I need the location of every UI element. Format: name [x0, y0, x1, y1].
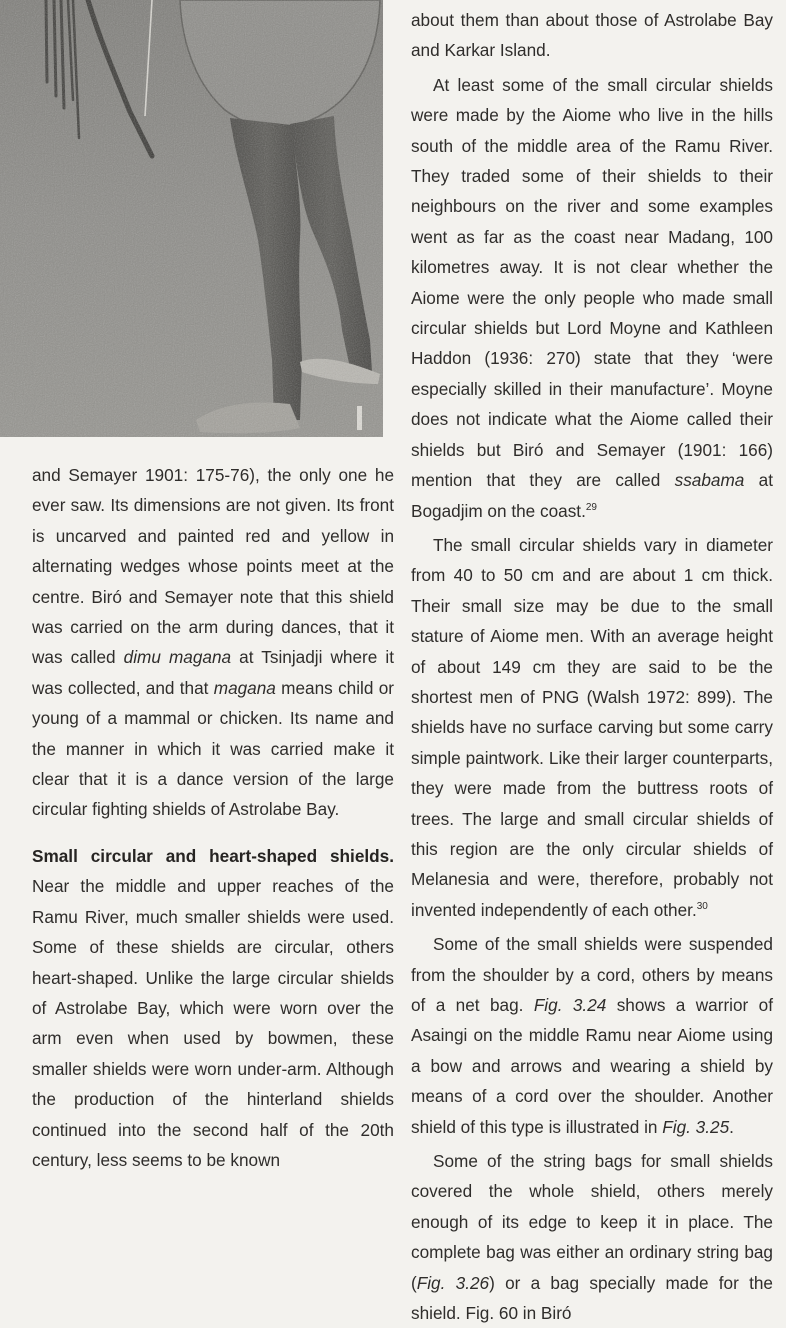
left-column: [32, 460, 394, 1175]
term-dimu-magana: dimu magana: [123, 647, 232, 668]
section-heading: Small circular and heart-shaped shields.: [32, 845, 394, 866]
paragraph: Some of the string bags for small shields covered the whole shield, others merely enough of its edge to keep it in place. The complete bag was either an ordinary string bag (Fig. 3.26) or a bag specially made for the shield. Fig. 60 in Biró: [411, 1151, 773, 1324]
paragraph: At least some of the small circular shields were made by the Aiome who live in the hills south of the middle area of the Ramu River. They traded some of their shields to their neighbours on the river and some examples went as far as the coast near Madang, 100 kilometres away. It is not clear whether the Aiome were the only people who made small circular shields but Lord Moyne and Kathleen Haddon (1936: 270) state that they ‘were especially skilled in their manufacture’. Moyne does not indicate what the Aiome called their shields but Biró and Semayer (1901: 166) mention that they are called ssabama at Bogadjim on the coast.$^{29}$: [411, 74, 774, 521]
paragraph: Some of the small shields were suspended from the shoulder by a cord, others by means of a net bag. Fig. 3.24 shows a warrior of Asaingi on the middle Ramu near Aiome using a bow and arrows and wearing a shield by means of a cord over the shoulder. Another shield of this type is illustrated in Fig. 3.25.: [411, 934, 774, 1137]
figure-reference[interactable]: Fig. 3.25: [662, 1116, 730, 1137]
paragraph-continued: and Semayer 1901: 175-76), the only one he ever saw. Its dimensions are not given. Its front is uncarved and painted red and yellow in alternating wedges whose points meet at the centre. Biró and Semayer note that this shield was carried on the arm during dances, that it was called dimu magana at Tsinjadji where it was collected, and that magana means child or young of a mammal or chicken. Its name and the manner in which it was carried make it clear that it is a dance version of the large circular fighting shields of Astrolabe Bay.: [32, 465, 395, 820]
figure-photograph: [0, 0, 383, 437]
section-paragraph: Small circular and heart-shaped shields. Near the middle and upper reaches of the Ramu River, much smaller shields were used. Some of these shields are circular, others heart-shaped. Unlike the large circular shields of Astrolabe Bay, which were worn over the arm even when used by bowmen, these smaller shields were worn under-arm. Although the production of the hinterland shields continued into the second half of the 20th century, less seems to be known: [32, 845, 394, 1170]
figure-reference[interactable]: Fig. 3.26: [416, 1272, 490, 1293]
footnote-marker[interactable]: 30: [696, 900, 708, 912]
right-column: [411, 5, 773, 1328]
paragraph-continued: about them than about those of Astrolabe Bay and Karkar Island.: [411, 10, 773, 61]
photo-grain: [0, 0, 383, 437]
term-magana: magana: [213, 677, 276, 698]
term-ssabama: ssabama: [674, 470, 745, 491]
photo-illustration: [0, 0, 383, 437]
footnote-marker[interactable]: 29: [585, 501, 597, 513]
paragraph: The small circular shields vary in diameter from 40 to 50 cm and are about 1 cm thick. Their small size may be due to the small stature of Aiome men. With an average height of about 149 cm they are said to be the shortest men of PNG (Walsh 1972: 899). The shields have no surface carving but some carry simple paintwork. Like their larger counterparts, they were made from the buttress roots of trees. The large and small circular shields of this region are the only circular shields of Melanesia and were, therefore, probably not invented independently of each other.$^{30}$: [411, 534, 773, 920]
figure-reference[interactable]: Fig. 3.24: [533, 995, 607, 1015]
